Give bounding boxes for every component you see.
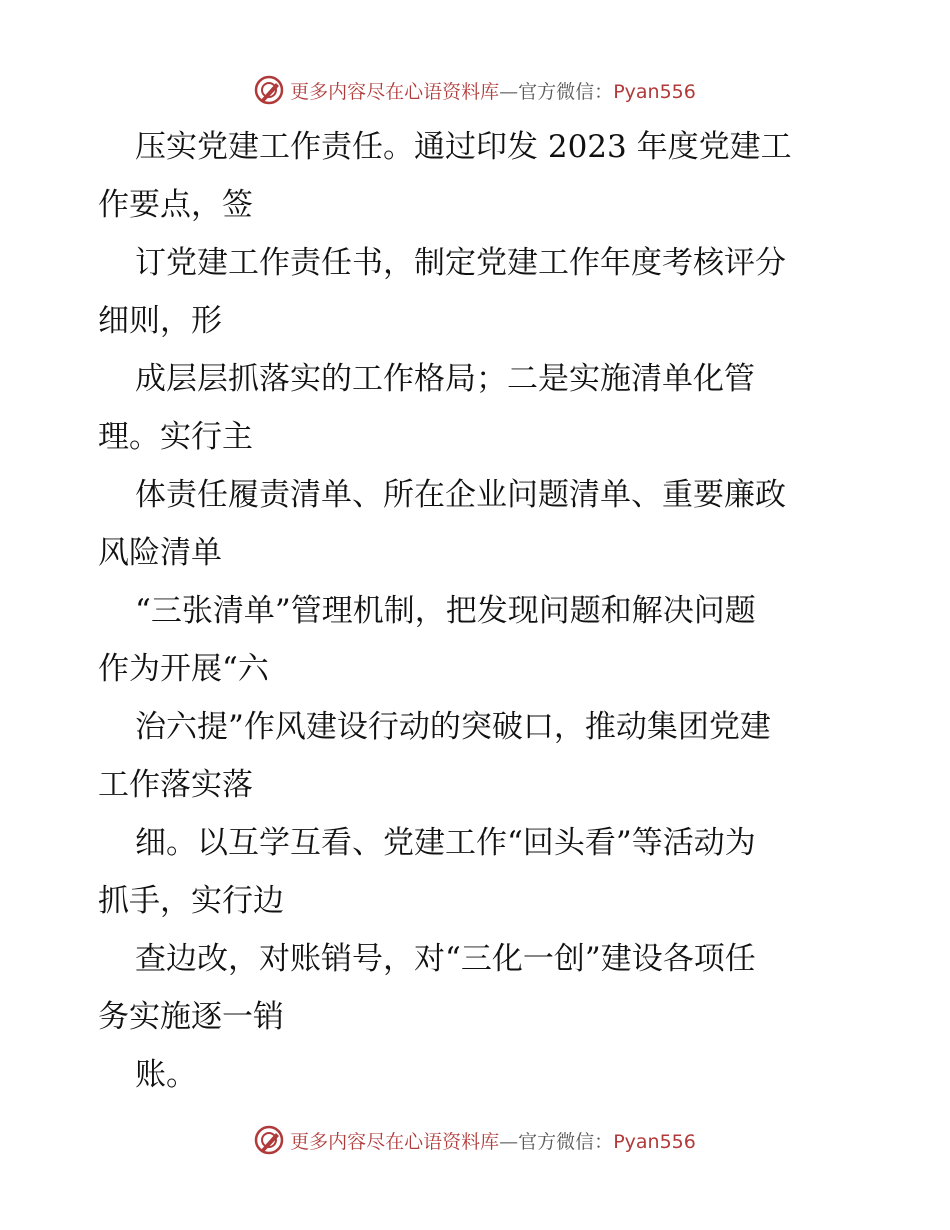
footer-dash: — (499, 1130, 519, 1153)
header-banner (0, 70, 950, 110)
body-line: 查边改，对账销号，对“三化一创”建设各项任 (135, 941, 756, 977)
body-line: “三张清单”管理机制，把发现问题和解决问题 (135, 593, 756, 629)
footer-contact-value: Pyan556 (613, 1130, 696, 1153)
body-line: 务实施逐一销 (98, 999, 284, 1035)
document-body (98, 118, 868, 1104)
body-line: 压实党建工作责任。通过印发 2023 年度党建工 (135, 129, 792, 165)
brand-logo-icon (254, 1125, 284, 1155)
header-contact-value: Pyan556 (613, 80, 696, 103)
header-dash: — (499, 80, 519, 103)
body-line: 订党建工作责任书，制定党建工作年度考核评分 (135, 245, 786, 281)
footer-banner-text (290, 1127, 696, 1154)
body-line: 治六提”作风建设行动的突破口，推动集团党建 (135, 709, 771, 745)
footer-banner (0, 1120, 950, 1160)
brand-logo-icon (254, 75, 284, 105)
body-line: 理。实行主 (98, 419, 253, 455)
body-line: 抓手，实行边 (98, 883, 284, 919)
body-line: 成层层抓落实的工作格局；二是实施清单化管 (135, 361, 755, 397)
body-line: 账。 (135, 1057, 197, 1093)
header-banner-text (290, 77, 696, 104)
body-line: 作要点，签 (98, 187, 253, 223)
footer-contact-label: 官方微信： (518, 1130, 614, 1153)
body-line: 风险清单 (98, 535, 222, 571)
body-line: 细。以互学互看、党建工作“回头看”等活动为 (135, 825, 756, 861)
footer-brand-text: 更多内容尽在心语资料库 (290, 1130, 500, 1153)
body-line: 细则，形 (98, 303, 222, 339)
header-brand-text: 更多内容尽在心语资料库 (290, 80, 500, 103)
header-contact-label: 官方微信： (518, 80, 614, 103)
body-line: 工作落实落 (98, 767, 253, 803)
body-line: 作为开展“六 (98, 651, 269, 687)
body-line: 体责任履责清单、所在企业问题清单、重要廉政 (135, 477, 786, 513)
